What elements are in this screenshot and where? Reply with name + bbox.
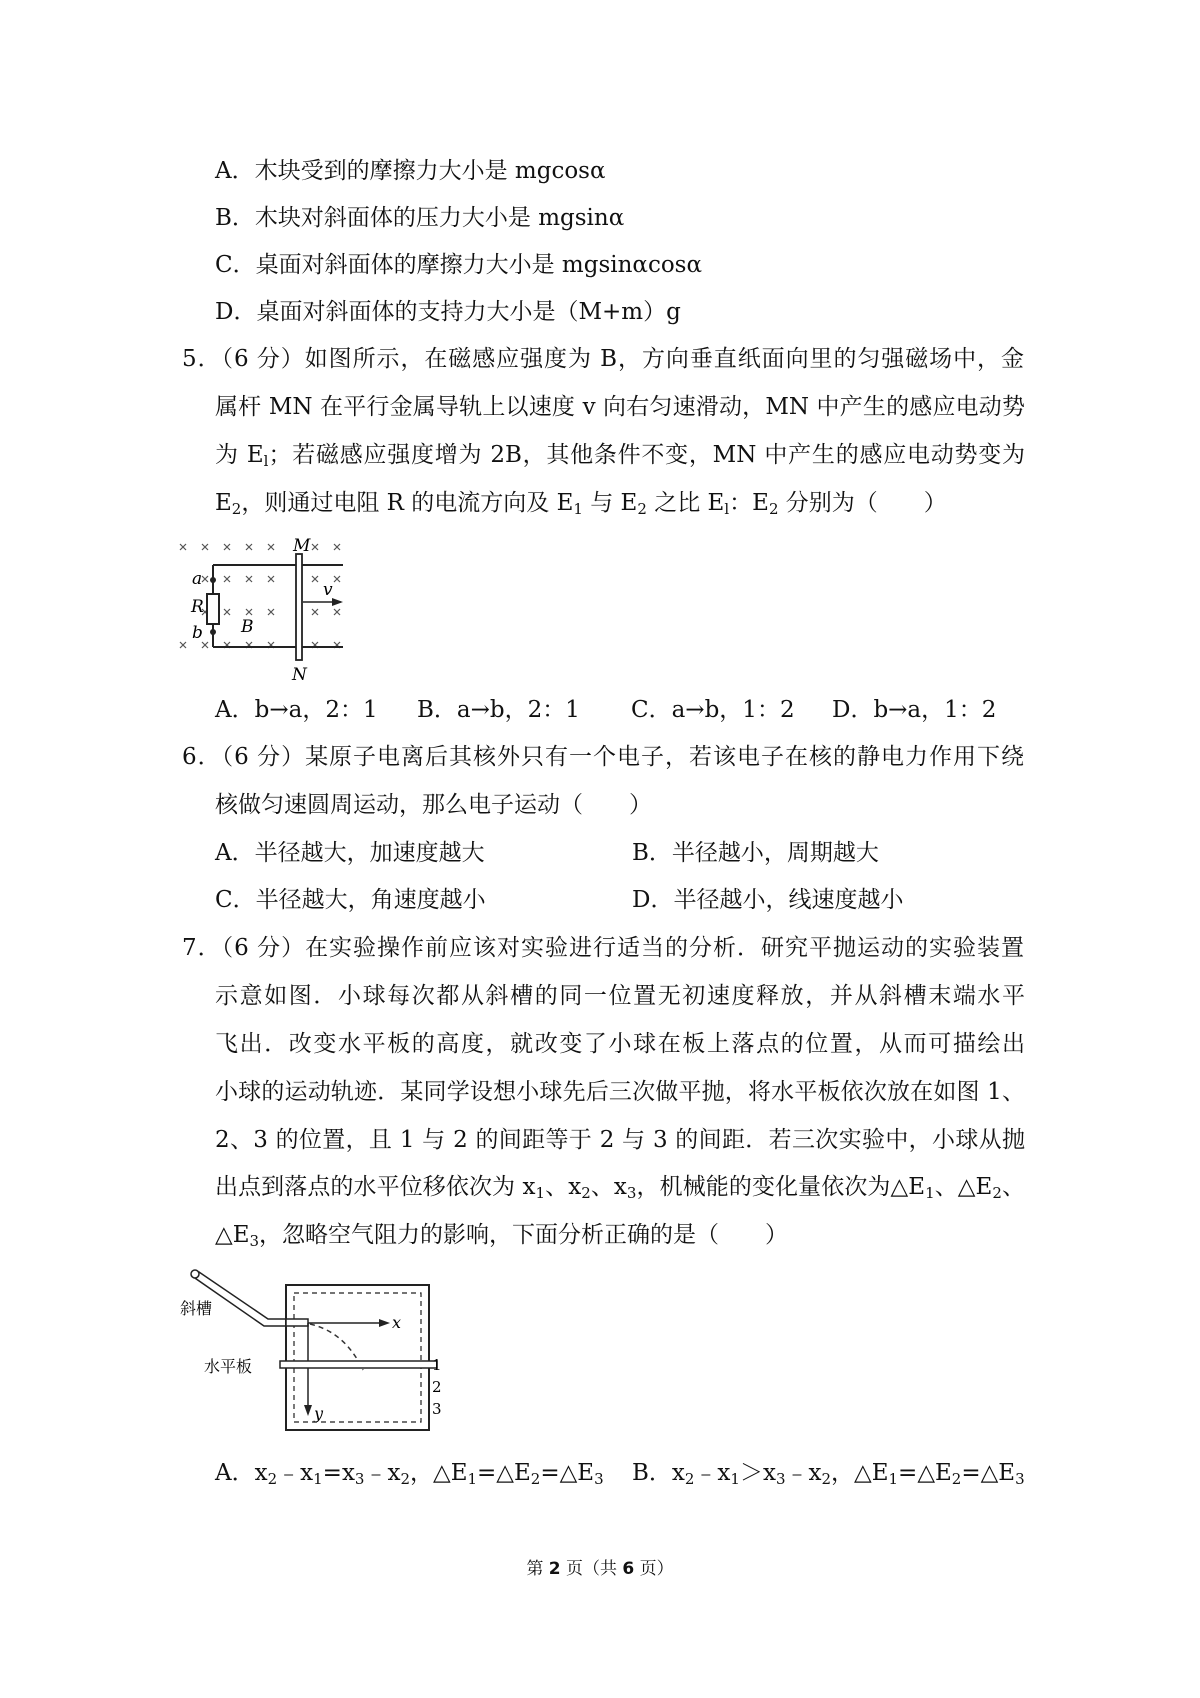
q6-stem-line-1: 6．（6 分）某原子电离后其核外只有一个电子，若该电子在核的静电力作用下绕	[182, 744, 1024, 770]
q7-stem-line-4: 小球的运动轨迹．某同学设想小球先后三次做平抛，将水平板依次放在如图 1、	[215, 1079, 1025, 1105]
q6-option-d: D．半径越小，线速度越小	[632, 887, 904, 913]
q5-option-c: C．a→b，1：2	[631, 697, 795, 723]
magnetic-field-crosses	[180, 544, 340, 648]
q7-stem-line-6: 出点到落点的水平位移依次为 $x_1$、$x_2$、$x_3$，机械能的变化量依次为$\triangle E_1$、$\triangle E_2$、	[215, 1174, 1025, 1202]
label-position-1: 1	[432, 1356, 442, 1374]
q5-option-b: B．a→b，2：1	[417, 697, 580, 723]
label-board: 水平板	[204, 1357, 253, 1376]
q5-option-a: A．b→a，2：1	[215, 697, 378, 723]
label-position-2: 2	[432, 1378, 442, 1396]
horizontal-board	[280, 1361, 437, 1368]
q4-option-d: D．桌面对斜面体的支持力大小是（M+m）g	[215, 299, 681, 325]
q7-stem-line-2: 示意如图．小球每次都从斜槽的同一位置无初速度释放，并从斜槽末端水平	[215, 983, 1025, 1009]
q5-circuit-figure	[183, 532, 383, 685]
q7-stem-line-3: 飞出．改变水平板的高度，就改变了小球在板上落点的位置，从而可描绘出	[215, 1031, 1025, 1057]
label-x: x	[392, 1313, 402, 1332]
label-m: M	[293, 536, 311, 556]
q7-apparatus-figure	[180, 1262, 440, 1437]
page-footer: 第 2 页（共 6 页）	[526, 1559, 674, 1579]
q5-stem-line-1: 5．（6 分）如图所示，在磁感应强度为 B，方向垂直纸面向里的匀强磁场中，金	[182, 346, 1024, 372]
label-position-3: 3	[432, 1400, 442, 1418]
resistor	[207, 594, 219, 624]
q5-stem-line-2: 属杆 MN 在平行金属导轨上以速度 v 向右匀速滑动，MN 中产生的感应电动势	[215, 394, 1025, 420]
label-field-b: B	[241, 617, 254, 637]
label-v: v	[323, 580, 333, 600]
q6-stem-line-2: 核做匀速圆周运动，那么电子运动（ ）	[215, 792, 652, 818]
q6-option-b: B．半径越小，周期越大	[632, 840, 879, 866]
q7-option-a: A．$x_2﹣x_1=x_3﹣x_2$，$\triangle E_1=\triangle E_2=\triangle E_3$	[215, 1460, 604, 1488]
q6-option-a: A．半径越大，加速度越大	[215, 840, 485, 866]
q4-option-a: A．木块受到的摩擦力大小是 mgcosα	[215, 158, 606, 184]
q4-option-c: C．桌面对斜面体的摩擦力大小是 mgsinαcosα	[215, 252, 703, 278]
label-b: b	[192, 623, 203, 643]
q5-stem-line-4: $E_2$，则通过电阻 R 的电流方向及 $E_1$ 与 $E_2$ 之比 $E_l$：$E_2$ 分别为（ ）	[215, 490, 947, 518]
q7-stem-line-7: $\triangle E_3$，忽略空气阻力的影响，下面分析正确的是（ ）	[215, 1222, 789, 1250]
label-chute: 斜槽	[180, 1299, 213, 1318]
q7-stem-line-5: 2、3 的位置，且 1 与 2 的间距等于 2 与 3 的间距．若三次实验中，小球从抛	[215, 1127, 1025, 1153]
q5-stem-line-3: 为 $E_l$；若磁感应强度增为 2B，其他条件不变，MN 中产生的感应电动势变为	[215, 442, 1025, 470]
label-r: R	[191, 597, 204, 617]
q7-stem-line-1: 7．（6 分）在实验操作前应该对实验进行适当的分析．研究平抛运动的实验装置	[182, 935, 1024, 961]
page-total: 6	[622, 1559, 635, 1579]
page-number: 2	[548, 1559, 561, 1579]
q6-option-c: C．半径越大，角速度越小	[215, 887, 486, 913]
q7-option-b: B．$x_2﹣x_1>x_3﹣x_2$，$\triangle E_1=\triangle E_2=\triangle E_3$	[632, 1460, 1025, 1488]
metal-rod-mn	[296, 554, 302, 660]
label-n: N	[292, 665, 307, 685]
q4-option-b: B．木块对斜面体的压力大小是 mgsinα	[215, 205, 625, 231]
label-a: a	[192, 569, 203, 589]
label-y: y	[314, 1404, 324, 1423]
q5-option-d: D．b→a，1：2	[832, 697, 997, 723]
